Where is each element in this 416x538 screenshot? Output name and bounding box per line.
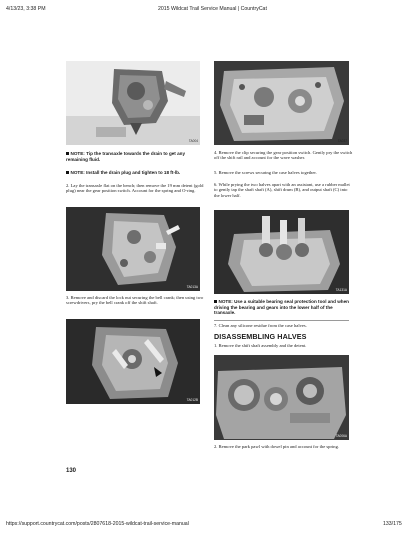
photo-code: TA013A: [186, 285, 198, 289]
photo-code: TA037: [337, 139, 347, 143]
print-page-counter: 133/175: [383, 521, 402, 527]
print-page-title: 2015 Wildcat Trail Service Manual | CountryCat: [158, 6, 267, 12]
step-6-right: 6. While prying the two halves apart with an assistant, use a rubber mallet to gently tap the shaft shaft (A), shift drum (B), and output shaft (C) into the lower half.: [214, 182, 350, 198]
photo-case-halves: [214, 210, 349, 294]
photo-code: TA012B: [186, 398, 198, 402]
print-datetime: 4/13/23, 3:38 PM: [6, 6, 46, 12]
step-4-right: 4. Remove the clip securing the gear position switch. Gently pry the switch off the shift rail and account for the wave washer.: [214, 150, 353, 161]
photo-code: TA131A: [335, 288, 347, 292]
note-bullet-icon: [214, 300, 217, 303]
divider: [214, 320, 349, 321]
print-url-link[interactable]: https://support.countrycat.com/posts/2807618-2015-wildcat-trail-service-manual: [6, 521, 189, 527]
note-tip-transaxle: NOTE: Tip the transaxle towards the drain to get any remaining fluid.: [66, 151, 186, 162]
note-bearing-seal: NOTE: Use a suitable bearing seal protection tool and when driving the bearing and gears into the lower half of the transaxle.: [214, 299, 349, 316]
remove-detent-image: [66, 207, 200, 291]
transaxle-drain-image: [66, 61, 200, 145]
gear-position-switch-image: [214, 61, 349, 145]
step-7-right: 7. Clean any silicone residue from the case halves.: [214, 323, 307, 328]
note-bullet-icon: [66, 152, 69, 155]
step-5-right: 5. Remove the screws securing the case halves together.: [214, 170, 317, 175]
step-3-left: 3. Remove and discard the lock nut securing the bell crank; then using two screwdrivers, pry the bell crank off the shift shaft.: [66, 295, 204, 306]
note-bullet-icon: [66, 171, 69, 174]
photo-remove-detent: [66, 207, 200, 291]
photo-gear-position-switch: [214, 61, 349, 145]
photo-bell-crank: [66, 319, 200, 404]
bell-crank-image: [66, 319, 200, 404]
photo-code: TA006A: [335, 434, 347, 438]
step-2-left: 2. Lay the transaxle flat on the bench; then remove the 19 mm detent (gold plug) near the gear position switch. Account for the spring and O-ring.: [66, 183, 204, 194]
step-1-right: 1. Remove the shift shaft assembly and the detent.: [214, 343, 307, 348]
photo-code: TA004: [188, 139, 198, 143]
page-number: 130: [66, 468, 77, 474]
note-install-drain-plug: NOTE: Install the drain plug and tighten to 18 ft-lb.: [66, 170, 206, 176]
photo-transaxle-drain: [66, 61, 200, 145]
section-heading: DISASSEMBLING HALVES: [214, 332, 307, 341]
step-2-right: 2. Remove the park pawl with dowel pin and account for the spring.: [214, 444, 340, 449]
photo-shift-shaft: [214, 355, 349, 440]
case-halves-image: [214, 210, 349, 294]
shift-shaft-image: [214, 355, 349, 440]
